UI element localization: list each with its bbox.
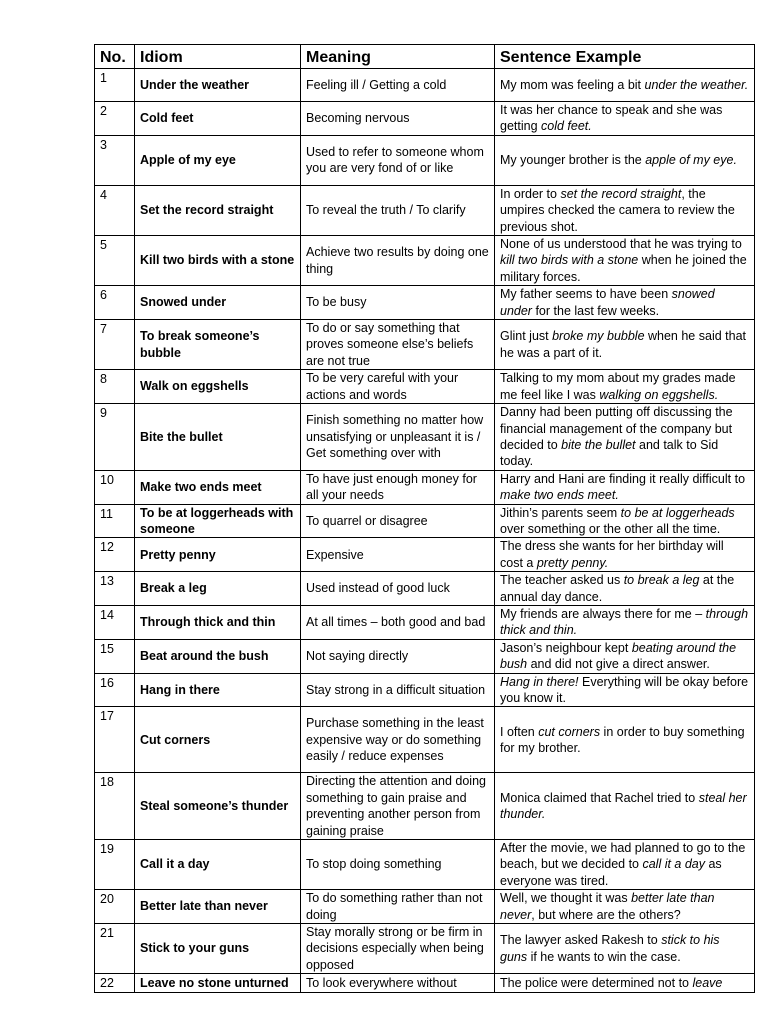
sentence-example-cell <box>495 236 755 286</box>
table-row <box>95 236 755 286</box>
sentence-text: The dress she wants for her birthday will cost a <box>500 539 724 570</box>
sentence-text: My younger brother is the <box>500 153 646 168</box>
idiom-cell: Steal someone’s thunder <box>135 773 301 840</box>
table-row <box>95 370 755 404</box>
idiom-in-sentence: set the record straight <box>560 186 682 201</box>
sentence-text: Danny had been putting off discussing the financial management of the company but decided to <box>500 405 733 452</box>
sentence-example-cell <box>495 673 755 707</box>
table-row <box>95 286 755 320</box>
table-row <box>95 673 755 707</box>
sentence-example-cell <box>495 102 755 136</box>
sentence-text: Talking to my mom about my grades made me feel like I was <box>500 371 736 402</box>
row-number: 19 <box>95 840 135 890</box>
idiom-cell: Cut corners <box>135 707 301 773</box>
idiom-in-sentence: walking on eggshells. <box>599 387 719 402</box>
idiom-in-sentence: under the weather. <box>644 77 749 92</box>
sentence-example-cell <box>495 639 755 673</box>
sentence-example-cell <box>495 890 755 924</box>
idiom-in-sentence: to be at loggerheads <box>620 505 735 520</box>
table-row <box>95 538 755 572</box>
sentence-text: My father seems to have been <box>500 287 672 302</box>
sentence-text: It was her chance to speak and she was getting <box>500 103 723 134</box>
meaning-cell: Used to refer to someone whom you are very fond of or like <box>301 135 495 185</box>
idiom-in-sentence: cold feet. <box>541 119 592 134</box>
sentence-text: The police were determined not to <box>500 975 693 990</box>
meaning-cell: To have just enough money for all your needs <box>301 470 495 504</box>
sentence-example-cell <box>495 135 755 185</box>
sentence-text: as everyone was tired. <box>500 857 722 888</box>
sentence-text: My mom was feeling a bit <box>500 77 645 92</box>
table-row <box>95 135 755 185</box>
idioms-table <box>94 44 755 993</box>
row-number: 11 <box>95 504 135 538</box>
sentence-text: when he said that he was a part of it. <box>500 329 746 360</box>
sentence-text: I often <box>500 724 539 739</box>
table-row <box>95 707 755 773</box>
sentence-text: My friends are always there for me – <box>500 606 706 621</box>
table-row <box>95 470 755 504</box>
sentence-text: at the annual day dance. <box>500 573 735 604</box>
meaning-cell: To reveal the truth / To clarify <box>301 185 495 235</box>
table-row <box>95 924 755 974</box>
row-number: 12 <box>95 538 135 572</box>
meaning-cell: Finish something no matter how unsatisfying or unpleasant it is / Get something over with <box>301 404 495 471</box>
sentence-text: Well, we thought it was <box>500 891 632 906</box>
idiom-in-sentence: broke my bubble <box>552 329 645 344</box>
sentence-text: and did not give a direct answer. <box>527 657 710 672</box>
sentence-text: The lawyer asked Rakesh to <box>500 933 662 948</box>
table-row <box>95 773 755 840</box>
sentence-text: After the movie, we had planned to go to the beach, but we decided to <box>500 841 746 872</box>
meaning-cell: Expensive <box>301 538 495 572</box>
sentence-text: The teacher asked us <box>500 573 624 588</box>
sentence-text: and talk to Sid today. <box>500 437 719 469</box>
table-body <box>95 69 755 993</box>
idiom-in-sentence: bite the bullet <box>561 437 636 452</box>
meaning-cell: Becoming nervous <box>301 102 495 136</box>
idiom-in-sentence: better late than never <box>500 891 715 922</box>
row-number: 10 <box>95 470 135 504</box>
idiom-in-sentence: stick to his guns <box>500 933 720 964</box>
sentence-text: Jason’s neighbour kept <box>500 640 632 655</box>
sentence-text: in order to buy something for my brother. <box>500 724 745 755</box>
sentence-text: , the umpires checked the camera to review the previous shot. <box>500 186 735 234</box>
table-row <box>95 572 755 606</box>
table-header <box>95 45 755 69</box>
row-number: 9 <box>95 404 135 471</box>
header-no: No. <box>95 45 135 69</box>
idiom-in-sentence: beating around the bush <box>500 640 737 672</box>
meaning-cell: Used instead of good luck <box>301 572 495 606</box>
sentence-example-cell <box>495 974 755 992</box>
meaning-cell: Stay morally strong or be firm in decisions especially when being opposed <box>301 924 495 974</box>
sentence-example-cell <box>495 504 755 538</box>
idiom-in-sentence: snowed under <box>500 287 715 318</box>
header-sentence-example: Sentence Example <box>495 45 755 69</box>
idiom-cell: Stick to your guns <box>135 924 301 974</box>
meaning-cell: To stop doing something <box>301 840 495 890</box>
meaning-cell: Directing the attention and doing something to gain praise and preventing another person from gaining praise <box>301 773 495 840</box>
idiom-cell: Leave no stone unturned <box>135 974 301 992</box>
idiom-cell: Break a leg <box>135 572 301 606</box>
idiom-cell: Hang in there <box>135 673 301 707</box>
idiom-cell: Beat around the bush <box>135 639 301 673</box>
idiom-cell: To be at loggerheads with someone <box>135 504 301 538</box>
row-number: 5 <box>95 236 135 286</box>
header-idiom: Idiom <box>135 45 301 69</box>
sentence-example-cell <box>495 286 755 320</box>
table-row <box>95 320 755 370</box>
idiom-cell: Better late than never <box>135 890 301 924</box>
row-number: 1 <box>95 69 135 102</box>
table-row <box>95 605 755 639</box>
idiom-in-sentence: Hang in there! <box>500 674 579 689</box>
row-number: 2 <box>95 102 135 136</box>
sentence-text: Monica claimed that Rachel tried to <box>500 790 699 805</box>
table-row <box>95 404 755 471</box>
meaning-cell: To look everywhere without <box>301 974 495 992</box>
idiom-in-sentence: leave <box>692 975 723 990</box>
table-row <box>95 974 755 992</box>
idiom-in-sentence: cut corners <box>538 724 601 739</box>
meaning-cell: To quarrel or disagree <box>301 504 495 538</box>
meaning-cell: At all times – both good and bad <box>301 605 495 639</box>
row-number: 6 <box>95 286 135 320</box>
sentence-text: when he joined the military forces. <box>500 253 747 284</box>
idiom-cell: Bite the bullet <box>135 404 301 471</box>
table-row <box>95 185 755 235</box>
idiom-in-sentence: apple of my eye. <box>645 153 737 168</box>
idiom-cell: To break someone’s bubble <box>135 320 301 370</box>
idiom-in-sentence: kill two birds with a stone <box>500 253 639 268</box>
idiom-cell: Call it a day <box>135 840 301 890</box>
sentence-example-cell <box>495 185 755 235</box>
row-number: 20 <box>95 890 135 924</box>
idiom-cell: Walk on eggshells <box>135 370 301 404</box>
idiom-in-sentence: steal her thunder. <box>500 790 747 822</box>
sentence-text: Jithin’s parents seem <box>500 505 621 520</box>
row-number: 18 <box>95 773 135 840</box>
sentence-text: for the last few weeks. <box>531 303 660 318</box>
meaning-cell: Not saying directly <box>301 639 495 673</box>
sentence-text: over something or the other all the time. <box>500 521 721 536</box>
meaning-cell: To be very careful with your actions and words <box>301 370 495 404</box>
meaning-cell: Stay strong in a difficult situation <box>301 673 495 707</box>
meaning-cell: To do something rather than not doing <box>301 890 495 924</box>
table-row <box>95 102 755 136</box>
row-number: 16 <box>95 673 135 707</box>
row-number: 21 <box>95 924 135 974</box>
table-row <box>95 840 755 890</box>
idiom-cell: Kill two birds with a stone <box>135 236 301 286</box>
sentence-text: Harry and Hani are finding it really difficult to <box>500 471 746 486</box>
sentence-example-cell <box>495 69 755 102</box>
row-number: 3 <box>95 135 135 185</box>
sentence-example-cell <box>495 470 755 504</box>
meaning-cell: Achieve two results by doing one thing <box>301 236 495 286</box>
sentence-example-cell <box>495 538 755 572</box>
meaning-cell: Feeling ill / Getting a cold <box>301 69 495 102</box>
idiom-cell: Snowed under <box>135 286 301 320</box>
sentence-text: In order to <box>500 186 561 201</box>
idiom-in-sentence: make two ends meet. <box>500 488 619 503</box>
sentence-example-cell <box>495 370 755 404</box>
meaning-cell: To do or say something that proves someone else’s beliefs are not true <box>301 320 495 370</box>
row-number: 22 <box>95 974 135 992</box>
sentence-text: if he wants to win the case. <box>527 949 681 964</box>
table-row <box>95 890 755 924</box>
sentence-example-cell <box>495 840 755 890</box>
idiom-cell: Pretty penny <box>135 538 301 572</box>
idiom-cell: Apple of my eye <box>135 135 301 185</box>
idiom-in-sentence: through thick and thin. <box>500 606 749 638</box>
sentence-example-cell <box>495 572 755 606</box>
header-row <box>95 45 755 69</box>
header-meaning: Meaning <box>301 45 495 69</box>
row-number: 14 <box>95 605 135 639</box>
idiom-cell: Through thick and thin <box>135 605 301 639</box>
sentence-example-cell <box>495 707 755 773</box>
row-number: 4 <box>95 185 135 235</box>
sentence-text: , but where are the others? <box>531 907 681 922</box>
idiom-in-sentence: pretty penny. <box>536 555 609 570</box>
idiom-in-sentence: call it a day <box>642 857 705 872</box>
sentence-example-cell <box>495 773 755 840</box>
row-number: 17 <box>95 707 135 773</box>
idiom-in-sentence: to break a leg <box>623 573 700 588</box>
sentence-example-cell <box>495 404 755 471</box>
row-number: 7 <box>95 320 135 370</box>
idiom-cell: Set the record straight <box>135 185 301 235</box>
meaning-cell: Purchase something in the least expensive way or do something easily / reduce expenses <box>301 707 495 773</box>
sentence-text: Everything will be okay before you know it. <box>500 674 749 705</box>
table-row <box>95 639 755 673</box>
idiom-cell: Cold feet <box>135 102 301 136</box>
sentence-example-cell <box>495 605 755 639</box>
sentence-example-cell <box>495 924 755 974</box>
meaning-cell: To be busy <box>301 286 495 320</box>
table-row <box>95 69 755 102</box>
sentence-text: Glint just <box>500 329 553 344</box>
table-row <box>95 504 755 538</box>
idiom-cell: Under the weather <box>135 69 301 102</box>
row-number: 15 <box>95 639 135 673</box>
row-number: 13 <box>95 572 135 606</box>
sentence-example-cell <box>495 320 755 370</box>
row-number: 8 <box>95 370 135 404</box>
idiom-cell: Make two ends meet <box>135 470 301 504</box>
sentence-text: None of us understood that he was trying to <box>500 237 742 252</box>
